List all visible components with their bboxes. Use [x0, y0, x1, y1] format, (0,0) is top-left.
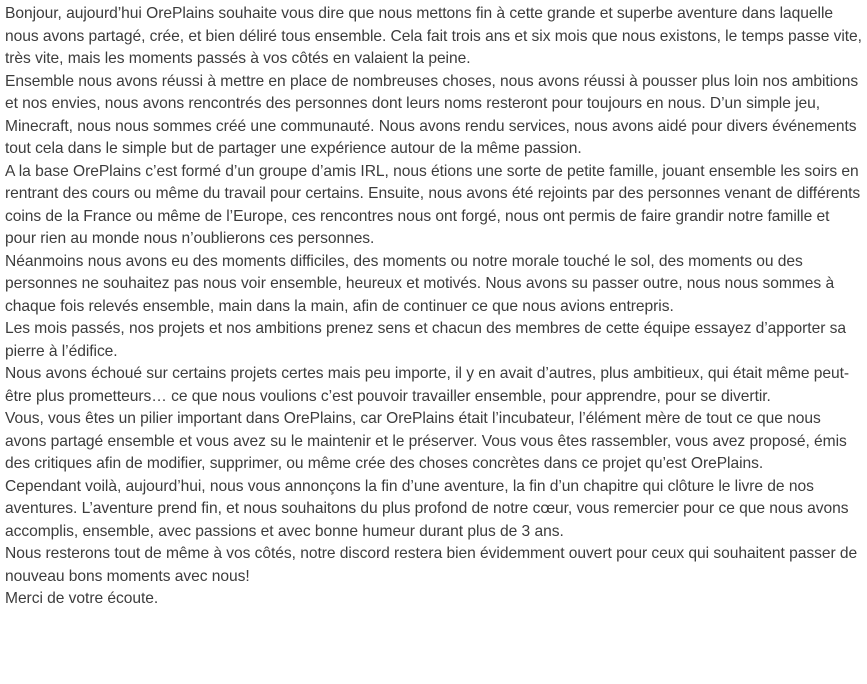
message-paragraph-intro: Bonjour, aujourd’hui OrePlains souhaite vous dire que nous mettons fin à cette grande et superbe aventure dans laquelle nous avons partagé, crée, et bien déliré tous ensemble. Cela fait trois ans et six mois que nous existons, le temps passe vite, très vite, mais les moments passés à vos côtés en valaient la peine.	[5, 5, 862, 67]
message-paragraph-community: Ensemble nous avons réussi à mettre en place de nombreuses choses, nous avons réussi à pousser plus loin nos ambitions et nos envies, nous avons rencontrés des personnes dont leurs noms resteront pour toujours en nous. D’un simple jeu, Minecraft, nous nous sommes créé une communauté. Nous avons rendu services, nous avons aidé pour divers événements tout cela dans le simple but de partager une expérience autour de la même passion.	[5, 72, 859, 157]
message-paragraph-discord: Nous resterons tout de même à vos côtés, notre discord restera bien évidemment ouvert pour ceux qui souhaitent passer de nouveau bons moments avec nous!	[5, 545, 858, 585]
message-paragraph-thanks-members: Vous, vous êtes un pilier important dans OrePlains, car OrePlains était l’incubateur, l’élément mère de tout ce que nous avons partagé ensemble et vous avez su le maintenir et le préserver. Vous vous êtes rassembler, vous avez proposé, émis des critiques afin de modifier, supprimer, ou même crée des choses concrètes dans ce projet qu’est OrePlains.	[5, 410, 847, 472]
message-paragraph-projects: Les mois passés, nos projets et nos ambitions prenez sens et chacun des membres de cette équipe essayez d’apporter sa pierre à l’édifice.	[5, 320, 847, 360]
message-paragraph-difficulties: Néanmoins nous avons eu des moments difficiles, des moments ou notre morale touché le sol, des moments ou des personnes ne souhaitez pas nous voir ensemble, heureux et motivés. Nous avons su passer outre, nous nous sommes à chaque fois relevés ensemble, main dans la main, afin de continuer ce que nous avions entrepris.	[5, 252, 835, 315]
message-paragraph-closing: Merci de votre écoute.	[5, 590, 159, 607]
message-paragraph-failures: Nous avons échoué sur certains projets certes mais peu importe, il y en avait d’autres, plus ambitieux, qui était même peut-être plus prometteurs… ce que nous voulions c’est pouvoir travailler ensemble, pour apprendre, pour se divertir.	[5, 365, 850, 405]
message-paragraph-origins: A la base OrePlains c’est formé d’un groupe d’amis IRL, nous étions une sorte de petite famille, jouant ensemble les soirs en rentrant des cours ou même du travail pour certains. Ensuite, nous avons été rejoints par des personnes venant de différents coins de la France ou même de l’Europe, ces rencontres nous ont forgé, nous ont permis de faire grandir notre famille et pour rien au monde nous n’oublierons ces personnes.	[5, 162, 861, 247]
message-paragraph-announcement: Cependant voilà, aujourd’hui, nous vous annonçons la fin d’une aventure, la fin d’un chapitre qui clôture le livre de nos aventures. L’aventure prend fin, et nous souhaitons du plus profond de notre cœur, vous remercier pour ce que nous avons accomplis, ensemble, avec passions et avec bonne humeur durant plus de 3 ans.	[5, 477, 849, 540]
